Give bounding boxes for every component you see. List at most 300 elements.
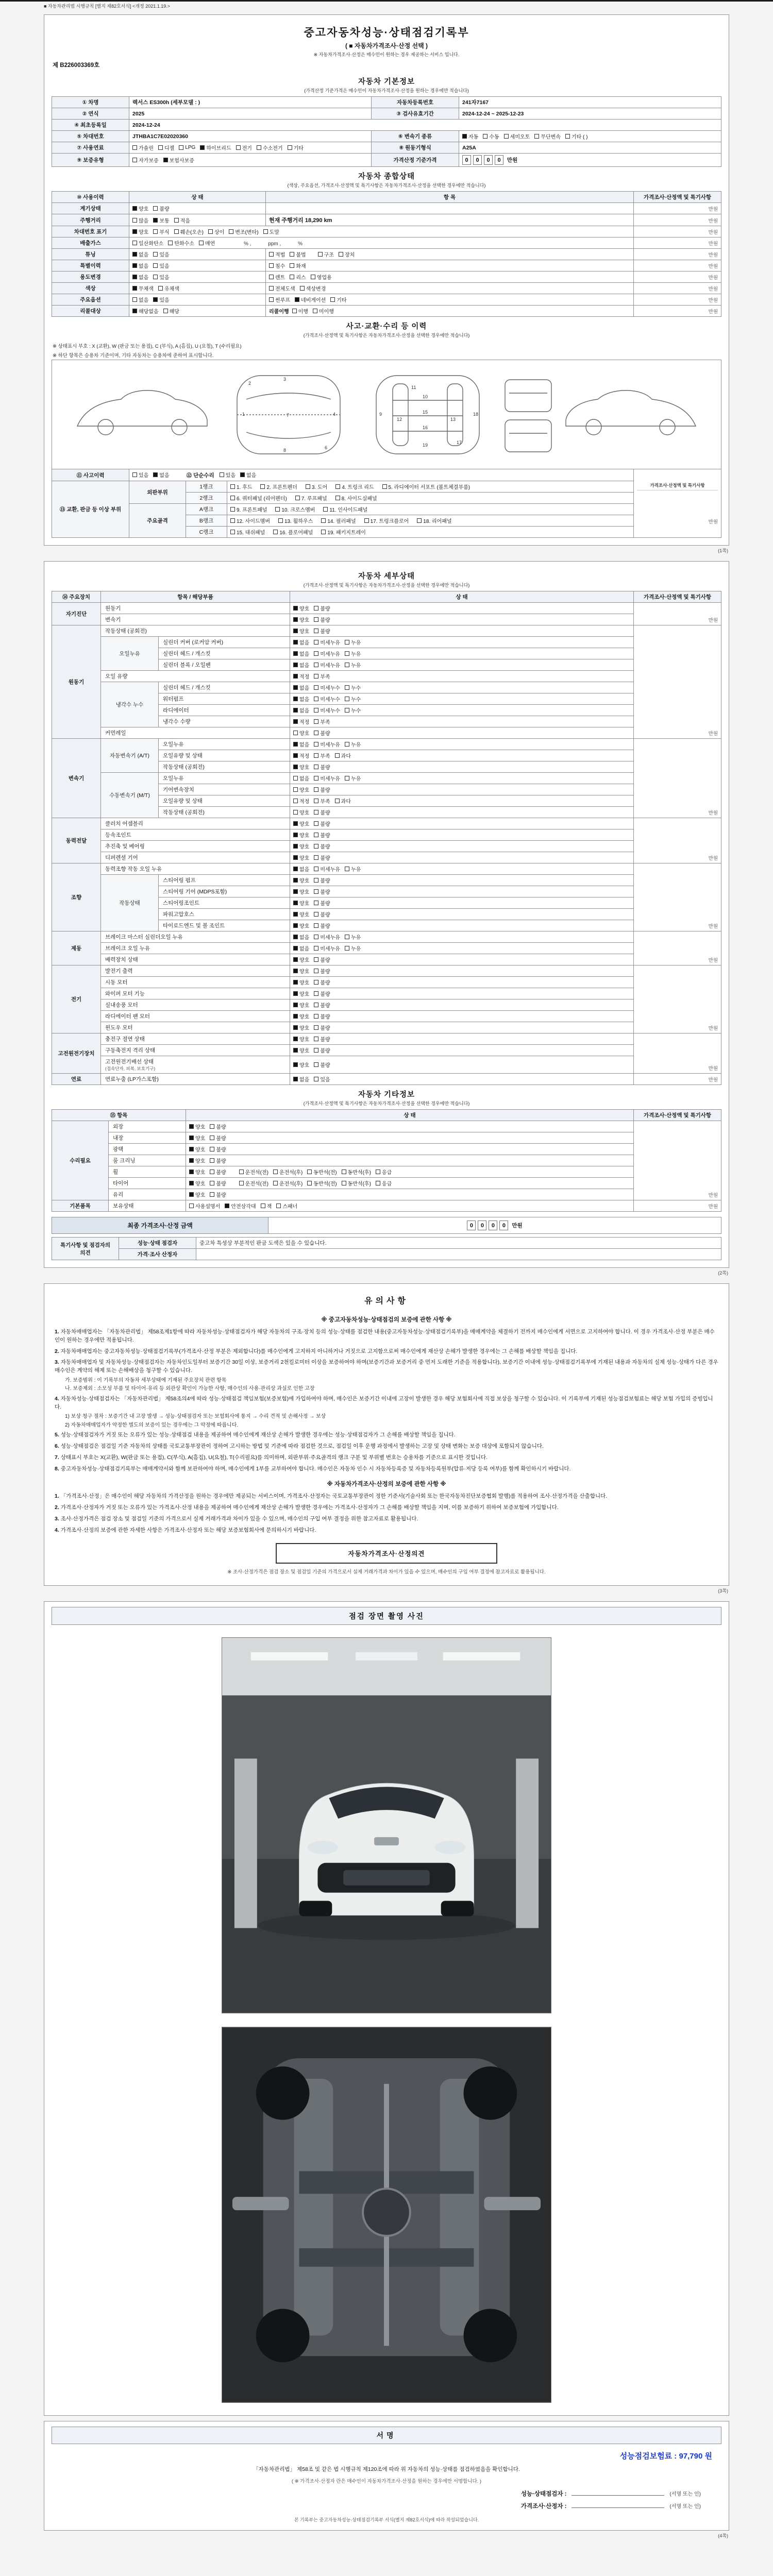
checkbox-unchecked[interactable]	[132, 216, 148, 224]
price-field[interactable]: 만원	[634, 238, 721, 249]
checkbox-unchecked[interactable]	[153, 205, 169, 212]
checkbox-checked[interactable]	[189, 1191, 205, 1198]
checkbox-unchecked[interactable]	[376, 1168, 392, 1176]
checkbox-unchecked[interactable]	[239, 1179, 268, 1187]
checkbox-unchecked[interactable]	[293, 786, 309, 793]
checkbox-label: 4. 트렁크 리드	[342, 485, 374, 490]
checkbox-unchecked[interactable]	[290, 262, 306, 269]
checkbox-unchecked[interactable]	[269, 273, 285, 281]
checkbox-unchecked[interactable]	[208, 228, 224, 235]
price-field[interactable]: 만원	[634, 1033, 721, 1074]
checkbox-unchecked[interactable]	[345, 774, 361, 782]
checkbox-unchecked[interactable]	[273, 1168, 303, 1176]
device-state	[290, 603, 634, 614]
checkbox-unchecked[interactable]	[314, 786, 330, 793]
checkbox-checked[interactable]	[293, 1046, 309, 1054]
checkbox-unchecked[interactable]	[314, 1075, 330, 1083]
checkbox-unchecked[interactable]	[210, 1168, 226, 1176]
checkbox-unchecked[interactable]	[158, 284, 179, 292]
checkbox-label: 세미오토	[510, 134, 530, 140]
checkbox-unchecked[interactable]	[314, 1012, 330, 1020]
device-item-label: 유리	[109, 1189, 186, 1200]
notice-item	[52, 1346, 721, 1358]
checkbox-unchecked[interactable]	[314, 956, 330, 963]
checkbox-checked[interactable]	[189, 1134, 205, 1142]
checkbox-unchecked[interactable]	[189, 1202, 220, 1210]
checkbox-label: 부족	[320, 674, 330, 680]
checkbox-checked[interactable]	[293, 752, 309, 759]
price-field[interactable]: 만원	[634, 1200, 721, 1212]
checkbox-unchecked[interactable]	[288, 144, 304, 151]
checkbox-box-icon	[153, 229, 158, 234]
checkbox-checked[interactable]	[293, 1012, 309, 1020]
checkbox-unchecked[interactable]	[153, 273, 169, 281]
checkbox-unchecked[interactable]	[314, 1061, 330, 1069]
checkbox-unchecked[interactable]	[314, 763, 330, 771]
checkbox-unchecked[interactable]	[220, 471, 236, 479]
checkbox-box-icon	[293, 923, 298, 928]
checkbox-checked[interactable]	[132, 307, 159, 315]
device-state	[290, 784, 634, 795]
appraiser-opinion-text[interactable]	[196, 1249, 721, 1260]
checkbox-unchecked[interactable]	[261, 1202, 272, 1210]
checkbox-unchecked[interactable]	[314, 650, 340, 657]
price-field[interactable]: 만원	[634, 203, 721, 214]
checkbox-unchecked[interactable]	[230, 483, 252, 490]
usage-blank-values[interactable]: % , ppm , %	[227, 241, 303, 247]
checkbox-unchecked[interactable]	[179, 145, 195, 150]
price-field[interactable]: 만원	[634, 625, 721, 739]
checkbox-unchecked[interactable]	[300, 284, 326, 292]
checkbox-unchecked[interactable]	[335, 483, 374, 490]
checkbox-unchecked[interactable]	[314, 808, 330, 816]
checkbox-unchecked[interactable]	[314, 990, 330, 997]
checkbox-unchecked[interactable]	[314, 729, 330, 737]
checkbox-checked[interactable]	[295, 296, 326, 303]
checkbox-label: 미세누유	[320, 742, 340, 748]
checkbox-checked[interactable]	[293, 967, 309, 975]
checkbox-unchecked[interactable]	[345, 650, 361, 657]
price-field[interactable]: 만원	[634, 294, 721, 306]
checkbox-unchecked[interactable]	[269, 284, 295, 292]
checkbox-checked[interactable]	[293, 706, 309, 714]
checkbox-unchecked[interactable]	[269, 262, 285, 269]
checkbox-label: 불량	[320, 1048, 330, 1054]
checkbox-unchecked[interactable]	[314, 967, 330, 975]
price-field[interactable]: 만원	[634, 863, 721, 931]
checkbox-checked[interactable]	[293, 740, 309, 748]
checkbox-unchecked[interactable]	[292, 307, 308, 315]
usage-state	[129, 283, 266, 294]
price-field[interactable]: 만원	[634, 965, 721, 1033]
checkbox-unchecked[interactable]	[314, 899, 330, 907]
checkbox-unchecked[interactable]	[364, 517, 409, 524]
checkbox-unchecked[interactable]	[376, 1179, 392, 1187]
checkbox-unchecked[interactable]	[311, 273, 332, 281]
checkbox-checked[interactable]	[293, 1075, 309, 1083]
checkbox-unchecked[interactable]	[132, 471, 148, 479]
checkbox-unchecked[interactable]	[314, 616, 330, 623]
price-field[interactable]: 가격조사·산정액 및 특기사항 만원	[634, 469, 721, 538]
price-field[interactable]: 만원	[634, 931, 721, 965]
checkbox-unchecked[interactable]	[314, 604, 330, 612]
checkbox-unchecked[interactable]	[330, 296, 346, 303]
checkbox-box-icon	[314, 901, 318, 905]
checkbox-unchecked[interactable]	[210, 1191, 226, 1198]
checkbox-checked[interactable]	[293, 672, 309, 680]
accident-history-label: ⑪ 사고이력	[52, 469, 129, 481]
checkbox-label: 침수	[275, 264, 285, 269]
checkbox-unchecked[interactable]	[163, 307, 179, 315]
checkbox-unchecked[interactable]	[314, 695, 340, 703]
appraiser-signature-field[interactable]	[572, 2507, 664, 2508]
price-field[interactable]: 만원	[634, 306, 721, 317]
checkbox-box-icon	[314, 991, 318, 996]
checkbox-checked[interactable]	[293, 888, 309, 895]
notice-item-number: 2.	[55, 1348, 59, 1354]
device-item-label: 배력장치 상태	[101, 954, 290, 965]
checkbox-unchecked[interactable]	[314, 910, 330, 918]
device-row	[52, 671, 721, 682]
checkbox-checked[interactable]	[293, 865, 309, 873]
checkbox-checked[interactable]	[189, 1179, 205, 1187]
price-field[interactable]: 만원	[634, 226, 721, 238]
checkbox-checked[interactable]	[293, 831, 309, 839]
checkbox-checked[interactable]	[462, 132, 478, 140]
amount-digit[interactable]: 0	[489, 1221, 497, 1230]
checkbox-label: 양호	[299, 1037, 310, 1043]
checkbox-box-icon	[132, 229, 137, 234]
checkbox-unchecked[interactable]	[335, 494, 377, 502]
checkbox-unchecked[interactable]	[314, 978, 330, 986]
checkbox-checked[interactable]	[293, 842, 309, 850]
checkbox-unchecked[interactable]	[230, 517, 270, 524]
checkbox-checked[interactable]	[293, 944, 309, 952]
checkbox-unchecked[interactable]	[273, 528, 313, 536]
checkbox-box-icon	[210, 1181, 214, 1185]
checkbox-unchecked[interactable]	[295, 494, 327, 502]
checkbox-unchecked[interactable]	[290, 273, 306, 281]
checkbox-label: 수소전기	[262, 146, 283, 151]
checkbox-label: 불량	[216, 1147, 226, 1153]
checkbox-unchecked[interactable]	[273, 1179, 303, 1187]
checkbox-unchecked[interactable]	[314, 774, 340, 782]
checkbox-checked[interactable]	[293, 650, 309, 657]
usage-state	[129, 306, 266, 317]
checkbox-unchecked[interactable]	[132, 156, 159, 164]
checkbox-unchecked[interactable]	[293, 774, 309, 782]
checkbox-unchecked[interactable]	[314, 627, 330, 635]
checkbox-unchecked[interactable]	[345, 865, 361, 873]
checkbox-checked[interactable]	[293, 978, 309, 986]
checkbox-unchecked[interactable]	[263, 228, 279, 235]
checkbox-unchecked[interactable]	[276, 1202, 297, 1210]
checkbox-unchecked[interactable]	[321, 528, 366, 536]
comprehensive-table-body	[52, 203, 721, 317]
checkbox-checked[interactable]	[132, 284, 154, 292]
checkbox-unchecked[interactable]	[210, 1145, 226, 1153]
checkbox-unchecked[interactable]	[314, 672, 330, 680]
amount-digit[interactable]: 0	[462, 155, 471, 165]
final-price-row	[52, 1217, 721, 1234]
checkbox-unchecked[interactable]	[314, 684, 340, 691]
checkbox-unchecked[interactable]	[339, 250, 355, 258]
amount-digit[interactable]: 0	[467, 1221, 476, 1230]
checkbox-unchecked[interactable]	[504, 132, 530, 140]
price-field[interactable]: 만원	[634, 1121, 721, 1200]
checkbox-unchecked[interactable]	[293, 808, 309, 816]
price-field[interactable]: 만원	[634, 1074, 721, 1085]
checkbox-unchecked[interactable]	[314, 1035, 330, 1043]
checkbox-checked[interactable]	[293, 876, 309, 884]
device-item-label: 내장	[109, 1132, 186, 1144]
checkbox-checked[interactable]	[293, 616, 309, 623]
checkbox-unchecked[interactable]	[382, 483, 470, 490]
checkbox-checked[interactable]	[153, 296, 169, 303]
checkbox-unchecked[interactable]	[335, 797, 351, 805]
checkbox-unchecked[interactable]	[483, 132, 499, 140]
checkbox-checked[interactable]	[293, 990, 309, 997]
checkbox-unchecked[interactable]	[314, 740, 340, 748]
checkbox-unchecked[interactable]	[565, 132, 588, 140]
checkbox-unchecked[interactable]	[132, 144, 154, 151]
checkbox-unchecked[interactable]	[345, 740, 361, 748]
inspector-opinion-text[interactable]: 중고차 특성상 부분적인 판금 도색은 있을 수 있습니다.	[196, 1238, 721, 1249]
checkbox-unchecked[interactable]	[314, 752, 330, 759]
checkbox-checked[interactable]	[293, 820, 309, 827]
checkbox-label: 잭	[266, 1204, 272, 1210]
checkbox-unchecked[interactable]	[239, 1168, 268, 1176]
checkbox-box-icon	[293, 674, 298, 679]
checkbox-checked[interactable]	[132, 228, 148, 235]
checkbox-unchecked[interactable]	[314, 865, 340, 873]
checkbox-box-icon	[293, 1062, 298, 1067]
amount-digit[interactable]: 0	[495, 155, 503, 165]
checkbox-unchecked[interactable]	[314, 1001, 330, 1009]
checkbox-unchecked[interactable]	[314, 831, 330, 839]
amount-digit[interactable]: 0	[473, 155, 482, 165]
checkbox-unchecked[interactable]	[229, 228, 258, 235]
checkbox-checked[interactable]	[189, 1168, 205, 1176]
checkbox-unchecked[interactable]	[210, 1179, 226, 1187]
checkbox-unchecked[interactable]	[318, 250, 334, 258]
checkbox-checked[interactable]	[225, 1202, 256, 1210]
checkbox-checked[interactable]	[189, 1145, 205, 1153]
checkbox-unchecked[interactable]	[306, 483, 327, 490]
field-label: ⑧ 원동기형식	[372, 142, 459, 154]
checkbox-checked[interactable]	[132, 250, 148, 258]
checkbox-checked[interactable]	[132, 262, 148, 269]
price-field[interactable]: 만원	[634, 260, 721, 272]
checkbox-unchecked[interactable]	[168, 239, 194, 247]
checkbox-checked[interactable]	[240, 471, 256, 479]
checkbox-checked[interactable]	[293, 763, 309, 771]
checkbox-checked[interactable]	[293, 695, 309, 703]
checkbox-checked[interactable]	[293, 638, 309, 646]
checkbox-unchecked[interactable]	[210, 1134, 226, 1142]
checkbox-unchecked[interactable]	[230, 528, 265, 536]
checkbox-unchecked[interactable]	[314, 638, 340, 646]
checkbox-checked[interactable]	[189, 1157, 205, 1164]
price-field[interactable]: 만원	[634, 818, 721, 863]
accident-section-title: 사고·교환·수리 등 이력	[346, 323, 427, 331]
checkbox-unchecked[interactable]	[210, 1123, 226, 1130]
checkbox-box-icon	[314, 753, 318, 758]
checkbox-unchecked[interactable]	[278, 517, 313, 524]
checkbox-unchecked[interactable]	[293, 729, 309, 737]
checkbox-checked[interactable]	[293, 922, 309, 929]
checkbox-checked[interactable]	[200, 144, 231, 151]
final-price-value[interactable]	[268, 1217, 721, 1234]
checkbox-unchecked[interactable]	[417, 517, 451, 524]
device-row	[52, 1144, 721, 1155]
checkbox-label: 양호	[195, 1170, 206, 1176]
price-field[interactable]: 만원	[634, 249, 721, 260]
price-field[interactable]: 만원	[634, 214, 721, 226]
price-field[interactable]: 만원	[634, 739, 721, 818]
checkbox-unchecked[interactable]	[153, 262, 169, 269]
checkbox-unchecked[interactable]	[199, 239, 215, 247]
checkbox-unchecked[interactable]	[314, 888, 330, 895]
checkbox-label: 양호	[299, 912, 310, 918]
checkbox-box-icon	[314, 821, 318, 826]
device-item-label: 시동 모터	[101, 977, 290, 988]
checkbox-unchecked[interactable]	[153, 228, 169, 235]
basic-info-table	[52, 96, 721, 167]
checkbox-checked[interactable]	[189, 1123, 205, 1130]
checkbox-checked[interactable]	[132, 205, 148, 212]
checkbox-unchecked[interactable]	[210, 1157, 226, 1164]
inspector-signature-field[interactable]	[572, 2495, 664, 2496]
checkbox-unchecked[interactable]	[345, 684, 361, 691]
checkbox-label: 불량	[320, 1037, 330, 1043]
checkbox-unchecked[interactable]	[275, 505, 315, 513]
checkbox-unchecked[interactable]	[321, 517, 356, 524]
checkbox-unchecked[interactable]	[314, 797, 330, 805]
checkbox-checked[interactable]	[293, 1001, 309, 1009]
checkbox-unchecked[interactable]	[342, 1168, 371, 1176]
checkbox-checked[interactable]	[293, 718, 309, 725]
amount-digit[interactable]: 0	[484, 155, 493, 165]
checkbox-unchecked[interactable]	[314, 842, 330, 850]
checkbox-unchecked[interactable]	[314, 1046, 330, 1054]
checkbox-unchecked[interactable]	[260, 483, 297, 490]
checkbox-unchecked[interactable]	[335, 752, 351, 759]
checkbox-unchecked[interactable]	[323, 505, 367, 513]
checkbox-unchecked[interactable]	[342, 1179, 371, 1187]
checkbox-box-icon	[345, 935, 349, 939]
checkbox-checked[interactable]	[153, 471, 169, 479]
checkbox-unchecked[interactable]	[314, 876, 330, 884]
checkbox-checked[interactable]	[293, 956, 309, 963]
checkbox-checked[interactable]	[293, 661, 309, 669]
price-field[interactable]: 만원	[634, 603, 721, 625]
checkbox-unchecked[interactable]	[534, 132, 561, 140]
checkbox-unchecked[interactable]	[269, 250, 285, 258]
checkbox-unchecked[interactable]	[293, 797, 309, 805]
checkbox-unchecked[interactable]	[345, 661, 361, 669]
checkbox-checked[interactable]	[293, 627, 309, 635]
checkbox-box-icon	[132, 263, 137, 268]
checkbox-unchecked[interactable]	[314, 661, 340, 669]
checkbox-unchecked[interactable]	[345, 706, 361, 714]
checkbox-unchecked[interactable]	[345, 638, 361, 646]
checkbox-unchecked[interactable]	[269, 296, 290, 303]
checkbox-unchecked[interactable]	[290, 250, 306, 258]
checkbox-box-icon	[483, 134, 488, 139]
final-price-table	[52, 1217, 721, 1234]
checkbox-unchecked[interactable]	[174, 228, 204, 235]
checkbox-box-icon	[269, 263, 274, 268]
checkbox-unchecked[interactable]	[153, 250, 169, 258]
checkbox-label: 없음	[299, 652, 310, 657]
device-row	[52, 727, 721, 739]
checkbox-checked[interactable]	[293, 933, 309, 941]
checkbox-unchecked[interactable]	[230, 505, 267, 513]
checkbox-label: 리스	[296, 275, 306, 281]
checkbox-unchecked[interactable]	[313, 307, 334, 315]
checkbox-unchecked[interactable]	[132, 296, 148, 303]
checkbox-checked[interactable]	[293, 910, 309, 918]
checkbox-unchecked[interactable]	[314, 706, 340, 714]
checkbox-unchecked[interactable]	[230, 494, 287, 502]
checkbox-unchecked[interactable]	[132, 239, 163, 247]
checkbox-box-icon	[293, 844, 298, 849]
checkbox-unchecked[interactable]	[345, 944, 361, 952]
checkbox-checked[interactable]	[293, 604, 309, 612]
checkbox-unchecked[interactable]	[314, 944, 340, 952]
checkbox-unchecked[interactable]	[257, 144, 283, 151]
checkbox-unchecked[interactable]	[307, 1179, 337, 1187]
checkbox-checked[interactable]	[293, 899, 309, 907]
checkbox-unchecked[interactable]	[174, 216, 190, 224]
checkbox-unchecked[interactable]	[314, 820, 330, 827]
base-price-field[interactable]	[459, 154, 721, 167]
checkbox-checked[interactable]	[163, 156, 194, 164]
checkbox-box-icon	[292, 309, 297, 313]
svg-text:13: 13	[450, 417, 456, 422]
checkbox-unchecked[interactable]	[236, 144, 252, 151]
checkbox-unchecked[interactable]	[307, 1168, 337, 1176]
checkbox-box-icon	[261, 1204, 265, 1208]
checkbox-checked[interactable]	[293, 1035, 309, 1043]
field-value: 2024-12-24 ~ 2025-12-23	[459, 108, 721, 120]
device-state	[290, 1011, 634, 1022]
checkbox-unchecked[interactable]	[158, 144, 174, 151]
checkbox-label: 불법	[296, 252, 306, 258]
device-row	[52, 1074, 721, 1085]
checkbox-unchecked[interactable]	[345, 933, 361, 941]
checkbox-unchecked[interactable]	[314, 854, 330, 861]
price-field[interactable]: 만원	[634, 283, 721, 294]
amount-digit[interactable]: 0	[499, 1221, 508, 1230]
checkbox-unchecked[interactable]	[314, 718, 330, 725]
checkbox-unchecked[interactable]	[314, 933, 340, 941]
amount-digit[interactable]: 0	[478, 1221, 486, 1230]
checkbox-label: 상이	[214, 230, 225, 235]
checkbox-checked[interactable]	[132, 273, 148, 281]
checkbox-checked[interactable]	[293, 854, 309, 861]
checkbox-checked[interactable]	[293, 684, 309, 691]
checkbox-unchecked[interactable]	[345, 695, 361, 703]
checkbox-unchecked[interactable]	[314, 922, 330, 929]
checkbox-checked[interactable]	[293, 1024, 309, 1031]
checkbox-checked[interactable]	[153, 216, 169, 224]
field-label: ① 차명	[52, 97, 129, 108]
checkbox-checked[interactable]	[293, 1061, 309, 1069]
checkbox-unchecked[interactable]	[314, 1024, 330, 1031]
price-field[interactable]: 만원	[634, 272, 721, 283]
